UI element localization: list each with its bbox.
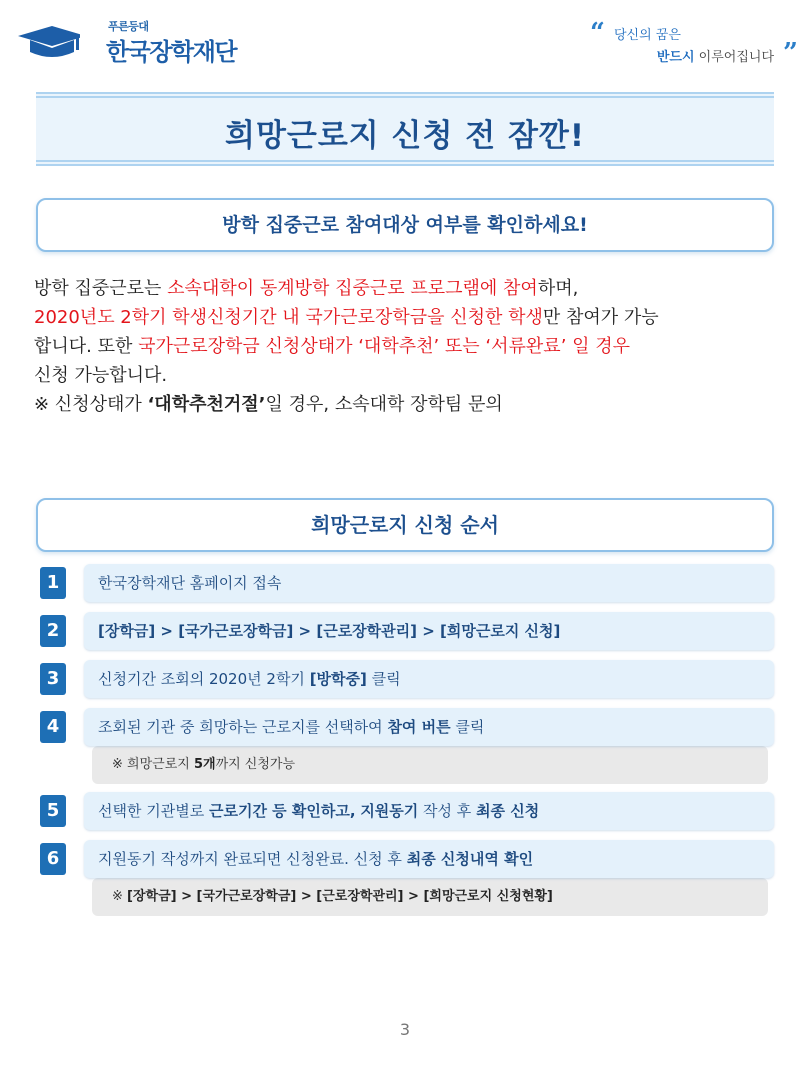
section-heading-eligibility: 방학 집중근로 참여대상 여부를 확인하세요! [36,198,774,252]
step-number: 6 [40,843,66,875]
para-line-1: 방학 집중근로는 소속대학이 동계방학 집중근로 프로그램에 참여하며, [34,278,579,299]
slogan-line2: 반드시 이루어집니다 [656,50,774,65]
step-bar: 지원동기 작성까지 완료되면 신청완료. 신청 후 최종 신청내역 확인 [84,840,774,878]
step-bar: 선택한 기관별로 근로기간 등 확인하고, 지원동기 작성 후 최종 신청 [84,792,774,830]
step-bar: [장학금] > [국가근로장학금] > [근로장학관리] > [희망근로지 신청] [84,612,774,650]
para-line-3: 합니다. 또한 국가근로장학금 신청상태가 ‘대학추천’ 또는 ‘서류완료’ 일 경우 [34,336,631,357]
graduation-cap-icon [16,22,80,62]
step-number: 2 [40,615,66,647]
page-number: 3 [399,1020,411,1039]
logo-text: 한국장학재단 [106,38,237,66]
slogan [588,18,798,68]
step-bar: 조회된 기관 중 희망하는 근로지를 선택하여 참여 버튼 클릭 [84,708,774,746]
step-number: 3 [40,663,66,695]
eligibility-paragraph [34,274,774,419]
step-number: 1 [40,567,66,599]
step-bar: 신청기간 조회의 2020년 2학기 [방학중] 클릭 [84,660,774,698]
step-number: 5 [40,795,66,827]
section-heading-steps: 희망근로지 신청 순서 [36,498,774,552]
step-bar: 한국장학재단 홈페이지 접속 [84,564,774,602]
logo-small-text: 푸른등대 [108,20,149,33]
quote-close-icon: ” [783,38,798,68]
step-number: 4 [40,711,66,743]
step-note: ※ [장학금] > [국가근로장학금] > [근로장학관리] > [희망근로지 신청현황] [92,878,768,916]
quote-open-icon: “ [590,18,605,48]
para-line-4: 신청 가능합니다. [34,365,168,386]
slogan-line1: 당신의 꿈은 [614,28,681,43]
para-line-2: 2020년도 2학기 학생신청기간 내 국가근로장학금을 신청한 학생만 참여가 가능 [34,307,659,328]
page-title: 희망근로지 신청 전 잠깐! [225,118,585,154]
para-line-5: ※ 신청상태가 ‘대학추천거절’일 경우, 소속대학 장학팀 문의 [34,394,503,415]
logo [16,18,236,68]
step-note: ※ 희망근로지 5개까지 신청가능 [92,746,768,784]
title-banner [36,92,774,166]
